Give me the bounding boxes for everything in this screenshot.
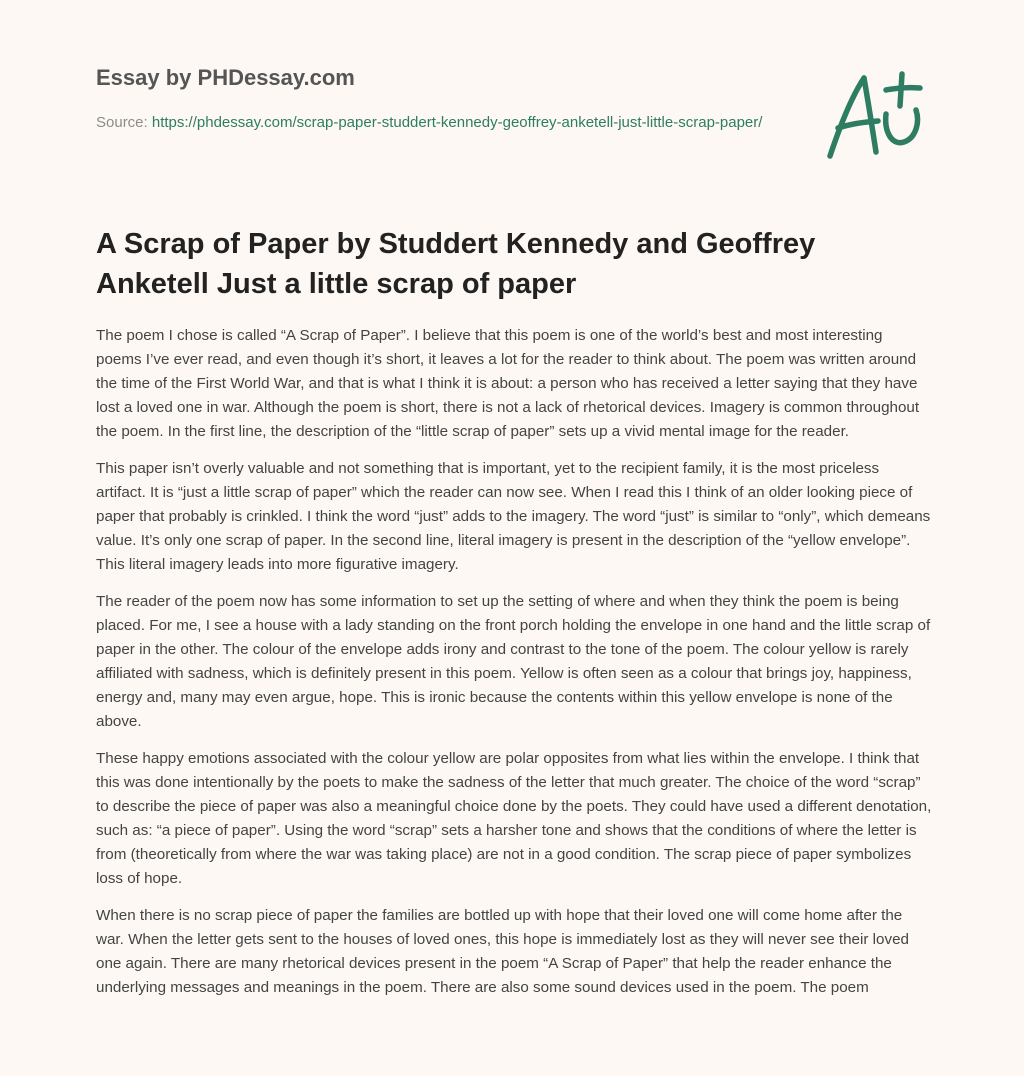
paragraph: These happy emotions associated with the colour yellow are polar opposites from what lies within the envelope. I think that this was done intentionally by the poets to make the sadness of the letter that much greater. The choice of the word “scrap” to describe the piece of paper was also a meaningful choice done by the poets. They could have used a different denotation, such as: “a piece of paper”. Using the word “scrap” sets a harsher tone and shows that the conditions of where the letter is from (theoretically from where the war was taking place) are not in a good condition. The scrap piece of paper symbolizes loss of hope.: [96, 750, 932, 887]
paragraph: When there is no scrap piece of paper the families are bottled up with hope that their loved one will come home after the war. When the letter gets sent to the houses of loved ones, this hope is immediately lost as they will never see their loved one again. There are many rhetorical devices present in the poem “A Scrap of Paper” that help the reader enhance the underlying messages and meanings in the poem. There are also some sound devices used in the poem. The poem: [96, 907, 909, 996]
source-line: [96, 112, 776, 134]
paragraph: The reader of the poem now has some information to set up the setting of where and when they think the poem is being placed. For me, I see a house with a lady standing on the front porch holding the envelope in one hand and the little scrap of paper in the other. The colour of the envelope adds irony and contrast to the tone of the poem. The colour yellow is rarely affiliated with sadness, which is definitely present in this poem. Yellow is often seen as a colour that brings joy, happiness, energy and, many may even argue, hope. This is ironic because the contents within this yellow envelope is none of the above.: [96, 593, 931, 730]
essay-body: [96, 324, 932, 1013]
a-plus-grade-icon: [820, 66, 930, 166]
paragraph: The poem I chose is called “A Scrap of Paper”. I believe that this poem is one of the world’s best and most interesting poems I’ve ever read, and even though it’s short, it leaves a lot for the reader to think about. The poem was written around the time of the First World War, and that is what I think it is about: a person who has received a letter saying that they have lost a loved one in war. Although the poem is short, there is not a lack of rhetorical devices. Imagery is common throughout the poem. In the first line, the description of the “little scrap of paper” sets up a vivid mental image for the reader.: [96, 327, 920, 440]
paragraph: This paper isn’t overly valuable and not something that is important, yet to the recipient family, it is the most priceless artifact. It is “just a little scrap of paper” which the reader can now see. When I read this I think of an older looking piece of paper that probably is crinkled. I think the word “just” adds to the imagery. The word “just” is similar to “only”, which demeans value. It’s only one scrap of paper. In the second line, literal imagery is present in the description of the “yellow envelope”. This literal imagery leads into more figurative imagery.: [96, 460, 931, 573]
essay-title: A Scrap of Paper by Studdert Kennedy and Geoffrey Anketell Just a little scrap of paper: [96, 228, 816, 300]
site-title: Essay by PHDessay.com: [96, 65, 355, 90]
source-link[interactable]: https://phdessay.com/scrap-paper-studdert-kennedy-geoffrey-anketell-just-little-scrap-paper/: [151, 114, 763, 131]
source-label: Source:: [96, 114, 148, 131]
